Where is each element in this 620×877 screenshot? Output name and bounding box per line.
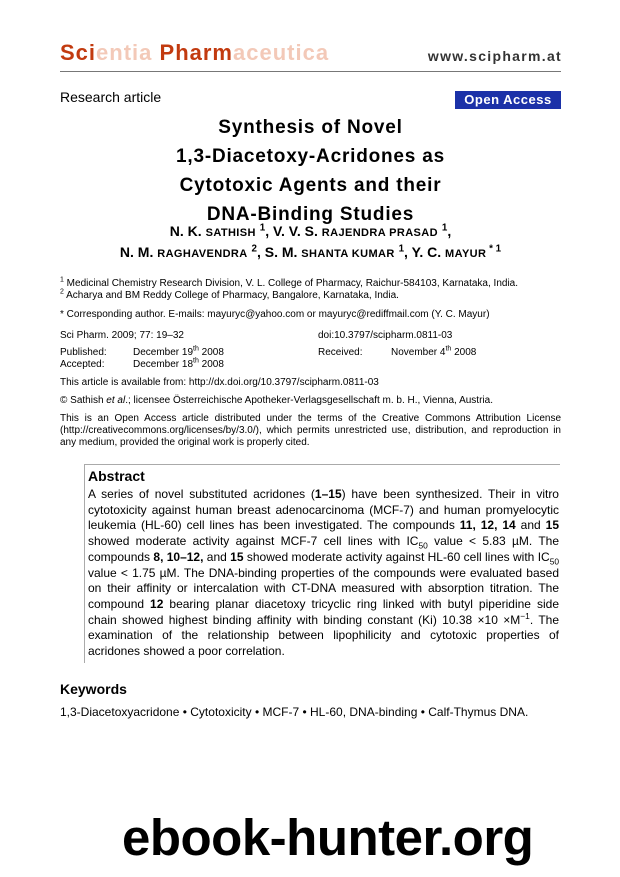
journal-logo: Scientia Pharmaceutica <box>60 40 330 65</box>
article-type: Research article <box>60 89 162 105</box>
title-line: Synthesis of Novel <box>218 117 403 138</box>
watermark: ebook-hunter.org <box>122 809 534 866</box>
keywords-text: 1,3-Diacetoxyacridone • Cytotoxicity • MCF-7 • HL-60, DNA-binding • Calf-Thymus DNA. <box>60 705 529 719</box>
received-date: November 4th 2008 <box>391 345 477 358</box>
citation: Sci Pharm. 2009; 77: 19–32 <box>60 330 184 341</box>
author-line: N. K. SATHISH $^1$, V. V. S. RAJENDRA PRASAD $^1$, <box>169 222 452 239</box>
title-line: DNA-Binding Studies <box>206 204 415 225</box>
published-label: Published: <box>60 347 107 358</box>
title-line: 1,3-Diacetoxy-Acridones as <box>176 146 445 167</box>
author-line: N. M. RAGHAVENDRA $^2$, S. M. SHANTA KUMAR $^1$, Y. C. MAYUR $^{* 1}$ <box>119 243 502 260</box>
affiliation-1: $^1$ Medicinal Chemistry Research Division, V. L. College of Pharmacy, Raichur-584103, Karnataka, India. <box>60 276 519 289</box>
open-access-badge: Open Access <box>455 91 561 109</box>
doi[interactable]: doi:10.3797/scipharm.0811-03 <box>318 330 453 341</box>
license-text: This is an Open Access article distributed under the terms of the Creative Commons Attribution License (http://creativecommons.org/licenses/by/3.0/), which permits unrestricted use, distribution, and reproduction in any medium, provided the original work is properly cited. <box>60 413 561 448</box>
affiliations <box>60 278 561 302</box>
received-label: Received: <box>318 347 363 358</box>
title-line: Cytotoxic Agents and their <box>179 175 442 196</box>
corresponding-author: * Corresponding author. E-mails: mayuryc@yahoo.com or mayuryc@rediffmail.com (Y. C. Mayur) <box>60 309 490 320</box>
author-list <box>60 222 561 264</box>
keywords-heading: Keywords <box>60 681 127 697</box>
paper-title <box>60 113 561 229</box>
accepted-date: December 18th 2008 <box>133 357 224 370</box>
copyright: © Sathish et al.; licensee Österreichische Apotheker-Verlagsgesellschaft m. b. H., Vienna, Austria. <box>60 395 493 406</box>
availability-note: This article is available from: http://dx.doi.org/10.3797/scipharm.0811-03 <box>60 377 379 388</box>
published-date: December 19th 2008 <box>133 345 224 358</box>
affiliation-2: $^2$ Acharya and BM Reddy College of Pharmacy, Bangalore, Karnataka, India. <box>60 288 399 301</box>
journal-url[interactable]: www.scipharm.at <box>427 48 562 64</box>
abstract-text: A series of novel substituted acridones (1–15) have been synthesized. Their in vitro cytotoxicity against human breast adenocarcinoma (MCF-7) and human promyelocytic leukemia (HL-60) cell lines has been investigated. The compounds 11, 12, 14 and 15 showed moderate activity against MCF-7 cell lines with $IC_{50}$ value < 5.83 µM. The compounds 8, 10–12, and 15 showed moderate activity against HL-60 cell lines with $IC_{50}$ value < 1.75 µM. The DNA-binding properties of the compounds were evaluated based on their affinity or intercalation with CT-DNA measured with absorption titration. The compound 12 bearing planar diacetoxy tricyclic ring linked with butyl piperidine side chain showed highest binding affinity with binding constant (Ki) $10.38 \times 10 \times M^{-1}$. The examination of the relationship between lipophilicity and cytotoxic properties of acridones showed a poor correlation. <box>88 487 560 659</box>
abstract-heading: Abstract <box>88 468 145 484</box>
header-divider <box>60 71 561 72</box>
accepted-label: Accepted: <box>60 359 105 370</box>
